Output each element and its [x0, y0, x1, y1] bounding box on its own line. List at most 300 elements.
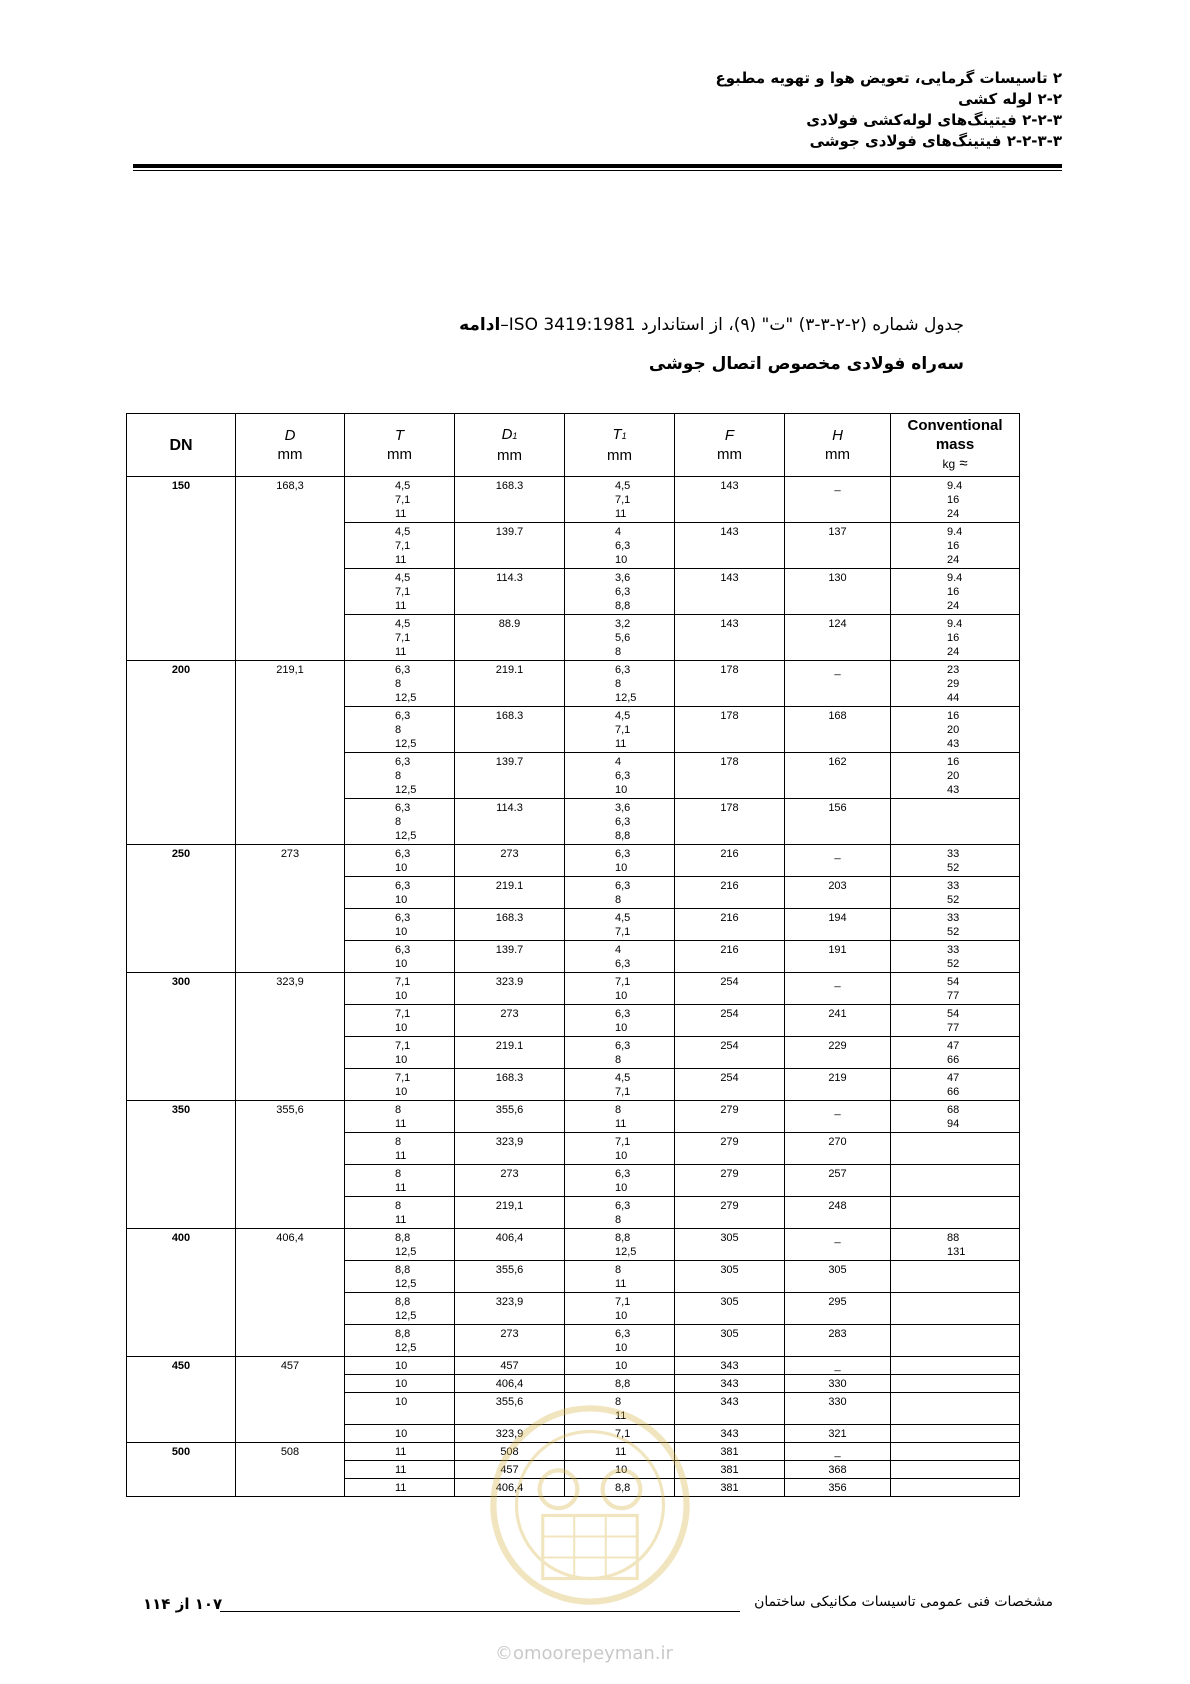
cell-t-value: 10 [395, 958, 408, 970]
cell-mass-value: 66 [947, 1086, 960, 1098]
cell-t1-value: 10 [615, 1182, 628, 1194]
cell-t1-value: 7,1 [615, 1428, 631, 1440]
cell-t-value: 12,5 [395, 784, 417, 796]
cell-t-value: 8 [395, 1136, 402, 1148]
cell-t1-value: 6,3 [615, 664, 631, 676]
cell-t1-value: 4,5 [615, 912, 631, 924]
cell-t1 [565, 1133, 675, 1165]
cell-mass-value: 33 [947, 912, 960, 924]
header-line-3: ۲-۲-۳ فیتینگ‌های لوله‌کشی فولادی [806, 111, 1062, 129]
cell-dn: 350 [127, 1101, 236, 1229]
cell-t-value: 4,5 [395, 480, 411, 492]
cell-dn: 200 [127, 661, 236, 845]
cell-f: 343 [675, 1375, 785, 1393]
cell-h: _ [785, 1101, 891, 1133]
cell-t-value: 10 [395, 1086, 408, 1098]
cell-t [345, 1479, 455, 1497]
cell-d1: 168.3 [455, 707, 565, 753]
cell-d1: 139.7 [455, 523, 565, 569]
cell-t-value: 8 [395, 770, 402, 782]
cell-f: 343 [675, 1357, 785, 1375]
cell-t [345, 569, 455, 615]
cell-t-value: 12,5 [395, 692, 417, 704]
table-row [127, 477, 1020, 523]
cell-h: 124 [785, 615, 891, 661]
cell-t1 [565, 1069, 675, 1101]
cell-t1 [565, 661, 675, 707]
cell-t1-value: 7,1 [615, 976, 631, 988]
cell-t1-value: 12,5 [615, 1246, 637, 1258]
cell-f: 381 [675, 1479, 785, 1497]
cell-mass-value: 16 [947, 632, 960, 644]
cell-t1-value: 10 [615, 554, 628, 566]
col-header-h: H mm [785, 414, 891, 477]
table-row [127, 1101, 1020, 1133]
col-header-f: F mm [675, 414, 785, 477]
cell-t1 [565, 845, 675, 877]
cell-t1-value: 12,5 [615, 692, 637, 704]
cell-t-value: 6,3 [395, 848, 411, 860]
cell-mass [891, 1393, 1020, 1425]
cell-d1: 406,4 [455, 1375, 565, 1393]
cell-d1: 273 [455, 1005, 565, 1037]
cell-d: 168,3 [236, 477, 345, 661]
cell-mass [891, 1165, 1020, 1197]
cell-t1 [565, 909, 675, 941]
cell-mass-value: 44 [947, 692, 960, 704]
cell-t1 [565, 1005, 675, 1037]
cell-mass-value: 66 [947, 1054, 960, 1066]
cell-mass [891, 1461, 1020, 1479]
cell-mass [891, 707, 1020, 753]
cell-t1-value: 11 [615, 1446, 627, 1458]
cell-t-value: 8 [395, 1104, 402, 1116]
cell-t [345, 1229, 455, 1261]
cell-mass [891, 1479, 1020, 1497]
cell-t [345, 1101, 455, 1133]
cell-h: 321 [785, 1425, 891, 1443]
cell-t1-value: 7,1 [615, 1136, 631, 1148]
cell-mass-value: 9.4 [947, 526, 963, 538]
cell-d1: 457 [455, 1461, 565, 1479]
cell-t [345, 1037, 455, 1069]
caption-continued: ادامه [459, 315, 501, 335]
cell-t-value: 8 [395, 678, 402, 690]
cell-t [345, 1325, 455, 1357]
cell-t [345, 1443, 455, 1461]
cell-t1 [565, 1197, 675, 1229]
approx-icon: ≈ [959, 455, 968, 472]
cell-mass-value: 16 [947, 756, 960, 768]
cell-dn: 450 [127, 1357, 236, 1443]
cell-t-value: 8 [395, 816, 402, 828]
cell-h: 241 [785, 1005, 891, 1037]
cell-mass [891, 799, 1020, 845]
cell-t-value: 10 [395, 862, 408, 874]
caption-title: جدول شماره (۲-۲-۳-۳) "ت" (۹)، از استاندارد ISO 3419:1981– [500, 315, 964, 335]
cell-t1 [565, 1037, 675, 1069]
cell-d1: 219,1 [455, 1197, 565, 1229]
cell-t-value: 11 [395, 508, 407, 520]
cell-h: _ [785, 1443, 891, 1461]
cell-f: 254 [675, 1005, 785, 1037]
cell-mass [891, 973, 1020, 1005]
cell-mass [891, 477, 1020, 523]
cell-t1-value: 8 [615, 678, 622, 690]
cell-t1-value: 8 [615, 1104, 622, 1116]
cell-d1: 355,6 [455, 1393, 565, 1425]
cell-t-value: 4,5 [395, 618, 411, 630]
cell-t [345, 909, 455, 941]
col-header-mass: Conventional mass kg ≈ [891, 414, 1020, 477]
cell-f: 305 [675, 1229, 785, 1261]
cell-d1: 88.9 [455, 615, 565, 661]
cell-t [345, 1375, 455, 1393]
header-line-4: ۲-۲-۳-۳ فیتینگ‌های فولادی جوشی [809, 132, 1062, 150]
cell-mass-value: 20 [947, 724, 960, 736]
cell-t-value: 7,1 [395, 540, 411, 552]
cell-t1-value: 10 [615, 784, 628, 796]
col-header-dn: DN [127, 414, 236, 477]
cell-h: 270 [785, 1133, 891, 1165]
cell-t1-value: 6,3 [615, 816, 631, 828]
table-row [127, 973, 1020, 1005]
cell-d1: 219.1 [455, 661, 565, 707]
cell-f: 178 [675, 799, 785, 845]
cell-t [345, 1425, 455, 1443]
cell-t-value: 6,3 [395, 756, 411, 768]
cell-d1: 139.7 [455, 941, 565, 973]
cell-d1: 273 [455, 845, 565, 877]
cell-mass-value: 52 [947, 926, 960, 938]
cell-f: 279 [675, 1165, 785, 1197]
cell-d1: 323.9 [455, 973, 565, 1005]
cell-t-value: 11 [395, 1118, 407, 1130]
cell-t-value: 6,3 [395, 710, 411, 722]
cell-h: 194 [785, 909, 891, 941]
cell-mass [891, 1293, 1020, 1325]
cell-f: 216 [675, 877, 785, 909]
watermark-site: ©omoorepeyman.ir [495, 1643, 673, 1664]
cell-t-value: 6,3 [395, 664, 411, 676]
cell-dn: 150 [127, 477, 236, 661]
cell-t-value: 6,3 [395, 880, 411, 892]
cell-mass [891, 909, 1020, 941]
cell-d1: 114.3 [455, 569, 565, 615]
cell-mass-value: 16 [947, 540, 960, 552]
cell-t1 [565, 1101, 675, 1133]
cell-t1 [565, 1293, 675, 1325]
cell-f: 216 [675, 909, 785, 941]
cell-t [345, 615, 455, 661]
table-row [127, 1229, 1020, 1261]
cell-t-value: 8,8 [395, 1296, 411, 1308]
cell-t1-value: 6,3 [615, 880, 631, 892]
cell-t-value: 8,8 [395, 1328, 411, 1340]
cell-t [345, 1197, 455, 1229]
table-row [127, 661, 1020, 707]
cell-t1-value: 6,3 [615, 1008, 631, 1020]
cell-mass [891, 1229, 1020, 1261]
cell-d1: 323,9 [455, 1133, 565, 1165]
cell-d1: 168.3 [455, 1069, 565, 1101]
cell-mass-value: 77 [947, 990, 960, 1002]
cell-t1-value: 4,5 [615, 480, 631, 492]
cell-h: 248 [785, 1197, 891, 1229]
cell-mass-value: 16 [947, 494, 960, 506]
cell-mass-value: 24 [947, 554, 960, 566]
cell-t1-value: 3,6 [615, 572, 631, 584]
cell-t [345, 941, 455, 973]
cell-mass-value: 43 [947, 784, 960, 796]
cell-t-value: 4,5 [395, 572, 411, 584]
cell-t1 [565, 973, 675, 1005]
watermark-seal [485, 1400, 695, 1610]
cell-t1-value: 6,3 [615, 1200, 631, 1212]
cell-t1-value: 11 [615, 1410, 627, 1422]
cell-mass-value: 68 [947, 1104, 960, 1116]
cell-mass-value: 43 [947, 738, 960, 750]
cell-t-value: 12,5 [395, 1310, 417, 1322]
cell-t1-value: 11 [615, 1118, 627, 1130]
cell-t-value: 8 [395, 1200, 402, 1212]
cell-t-value: 11 [395, 554, 407, 566]
cell-h: _ [785, 661, 891, 707]
cell-mass [891, 661, 1020, 707]
cell-t-value: 7,1 [395, 494, 411, 506]
cell-mass-value: 9.4 [947, 480, 963, 492]
cell-t-value: 7,1 [395, 1040, 411, 1052]
header-line-1: ۲ تاسیسات گرمایی، تعویض هوا و تهویه مطبوع [715, 69, 1062, 87]
cell-h: 203 [785, 877, 891, 909]
cell-mass [891, 615, 1020, 661]
cell-t-value: 7,1 [395, 586, 411, 598]
cell-t [345, 661, 455, 707]
cell-t1-value: 8,8 [615, 1482, 631, 1494]
cell-t1-value: 10 [615, 990, 628, 1002]
cell-mass [891, 569, 1020, 615]
cell-t-value: 11 [395, 1150, 407, 1162]
cell-f: 279 [675, 1101, 785, 1133]
cell-t [345, 1293, 455, 1325]
cell-mass [891, 1197, 1020, 1229]
cell-d1: 273 [455, 1325, 565, 1357]
cell-h: 168 [785, 707, 891, 753]
cell-t1-value: 10 [615, 1464, 628, 1476]
cell-d1: 168.3 [455, 909, 565, 941]
cell-h: 130 [785, 569, 891, 615]
header-rule-thin [133, 170, 1062, 171]
cell-mass-value: 9.4 [947, 572, 963, 584]
cell-f: 254 [675, 1037, 785, 1069]
cell-t1-value: 10 [615, 862, 628, 874]
cell-f: 343 [675, 1393, 785, 1425]
cell-d: 508 [236, 1443, 345, 1497]
cell-mass-value: 33 [947, 944, 960, 956]
cell-mass [891, 1325, 1020, 1357]
cell-d: 457 [236, 1357, 345, 1443]
cell-t-value: 12,5 [395, 830, 417, 842]
cell-h: 191 [785, 941, 891, 973]
cell-t1-value: 6,3 [615, 958, 631, 970]
table-caption [459, 315, 964, 335]
cell-mass [891, 1425, 1020, 1443]
cell-t1-value: 10 [615, 1360, 628, 1372]
cell-t [345, 1393, 455, 1425]
cell-t1 [565, 941, 675, 973]
cell-t1-value: 8 [615, 1264, 622, 1276]
cell-t1-value: 8 [615, 1396, 622, 1408]
cell-f: 143 [675, 477, 785, 523]
cell-mass [891, 1069, 1020, 1101]
cell-t-value: 11 [395, 1464, 407, 1476]
cell-t-value: 7,1 [395, 1008, 411, 1020]
cell-d1: 406,4 [455, 1479, 565, 1497]
cell-dn: 500 [127, 1443, 236, 1497]
cell-t [345, 1461, 455, 1479]
cell-h: 283 [785, 1325, 891, 1357]
cell-f: 178 [675, 707, 785, 753]
cell-f: 279 [675, 1133, 785, 1165]
cell-mass-value: 23 [947, 664, 960, 676]
cell-f: 343 [675, 1425, 785, 1443]
cell-mass-value: 16 [947, 586, 960, 598]
cell-mass-value: 24 [947, 508, 960, 520]
cell-mass-value: 52 [947, 894, 960, 906]
table-header-row [127, 414, 1020, 477]
cell-t-value: 12,5 [395, 1246, 417, 1258]
cell-t1-value: 8 [615, 1054, 622, 1066]
cell-t1-value: 8 [615, 894, 622, 906]
cell-t-value: 11 [395, 1446, 407, 1458]
table-row [127, 1357, 1020, 1375]
cell-d: 323,9 [236, 973, 345, 1101]
cell-t1 [565, 615, 675, 661]
table-body [127, 477, 1020, 1497]
cell-f: 305 [675, 1261, 785, 1293]
cell-t-value: 10 [395, 926, 408, 938]
cell-t1-value: 8,8 [615, 600, 631, 612]
cell-mass-value: 24 [947, 600, 960, 612]
col-header-t: T mm [345, 414, 455, 477]
cell-t1 [565, 1357, 675, 1375]
cell-t1-value: 10 [615, 1342, 628, 1354]
cell-mass-value: 24 [947, 646, 960, 658]
cell-t1-value: 8,8 [615, 1232, 631, 1244]
cell-mass [891, 1133, 1020, 1165]
cell-t-value: 7,1 [395, 1072, 411, 1084]
cell-t1 [565, 799, 675, 845]
cell-mass-value: 77 [947, 1022, 960, 1034]
cell-t1 [565, 1375, 675, 1393]
cell-t1-value: 7,1 [615, 926, 631, 938]
cell-t-value: 8 [395, 1168, 402, 1180]
cell-t-value: 11 [395, 646, 407, 658]
footer-doc-title: مشخصات فنی عمومی تاسیسات مکانیکی ساختمان [754, 1594, 1053, 1610]
cell-mass [891, 1037, 1020, 1069]
cell-f: 381 [675, 1443, 785, 1461]
cell-t1-value: 6,3 [615, 586, 631, 598]
cell-mass-value: 33 [947, 848, 960, 860]
cell-t [345, 1357, 455, 1375]
cell-t-value: 12,5 [395, 1278, 417, 1290]
cell-t1-value: 6,3 [615, 1040, 631, 1052]
cell-mass [891, 753, 1020, 799]
cell-dn: 400 [127, 1229, 236, 1357]
cell-t1-value: 7,1 [615, 1086, 631, 1098]
cell-mass-value: 20 [947, 770, 960, 782]
cell-t-value: 4,5 [395, 526, 411, 538]
cell-d1: 508 [455, 1443, 565, 1461]
cell-t1-value: 4 [615, 526, 622, 538]
table-row [127, 845, 1020, 877]
col-header-t1: T1 mm [565, 414, 675, 477]
cell-h: 257 [785, 1165, 891, 1197]
cell-mass-value: 54 [947, 1008, 960, 1020]
cell-h: 219 [785, 1069, 891, 1101]
cell-h: _ [785, 1357, 891, 1375]
cell-t-value: 10 [395, 1378, 408, 1390]
cell-mass [891, 1101, 1020, 1133]
cell-d1: 114.3 [455, 799, 565, 845]
cell-t-value: 10 [395, 1054, 408, 1066]
cell-t-value: 6,3 [395, 912, 411, 924]
cell-t1-value: 5,6 [615, 632, 631, 644]
cell-t [345, 477, 455, 523]
cell-h: 162 [785, 753, 891, 799]
cell-t1-value: 8,8 [615, 1378, 631, 1390]
cell-t-value: 8,8 [395, 1264, 411, 1276]
cell-f: 143 [675, 523, 785, 569]
cell-t1 [565, 1261, 675, 1293]
cell-t-value: 12,5 [395, 738, 417, 750]
cell-t [345, 1133, 455, 1165]
cell-mass-value: 47 [947, 1072, 960, 1084]
cell-t1-value: 8 [615, 1214, 622, 1226]
cell-h: _ [785, 477, 891, 523]
cell-f: 143 [675, 615, 785, 661]
cell-d: 273 [236, 845, 345, 973]
cell-t1 [565, 707, 675, 753]
page-header [715, 68, 1062, 152]
cell-t-value: 11 [395, 1482, 407, 1494]
cell-mass-value: 16 [947, 710, 960, 722]
cell-h: _ [785, 1229, 891, 1261]
cell-t1 [565, 523, 675, 569]
cell-dn: 250 [127, 845, 236, 973]
cell-f: 178 [675, 753, 785, 799]
cell-t-value: 10 [395, 990, 408, 1002]
cell-t1-value: 11 [615, 508, 627, 520]
cell-t1-value: 6,3 [615, 1168, 631, 1180]
cell-dn: 300 [127, 973, 236, 1101]
cell-mass [891, 1005, 1020, 1037]
cell-t1-value: 8,8 [615, 830, 631, 842]
cell-d: 355,6 [236, 1101, 345, 1229]
cell-d1: 355,6 [455, 1261, 565, 1293]
cell-t [345, 523, 455, 569]
cell-t-value: 7,1 [395, 632, 411, 644]
cell-mass [891, 877, 1020, 909]
cell-t1-value: 4 [615, 756, 622, 768]
cell-t [345, 799, 455, 845]
cell-d1: 139.7 [455, 753, 565, 799]
cell-f: 143 [675, 569, 785, 615]
cell-mass-value: 52 [947, 862, 960, 874]
cell-mass-value: 47 [947, 1040, 960, 1052]
cell-t-value: 10 [395, 894, 408, 906]
cell-mass [891, 845, 1020, 877]
